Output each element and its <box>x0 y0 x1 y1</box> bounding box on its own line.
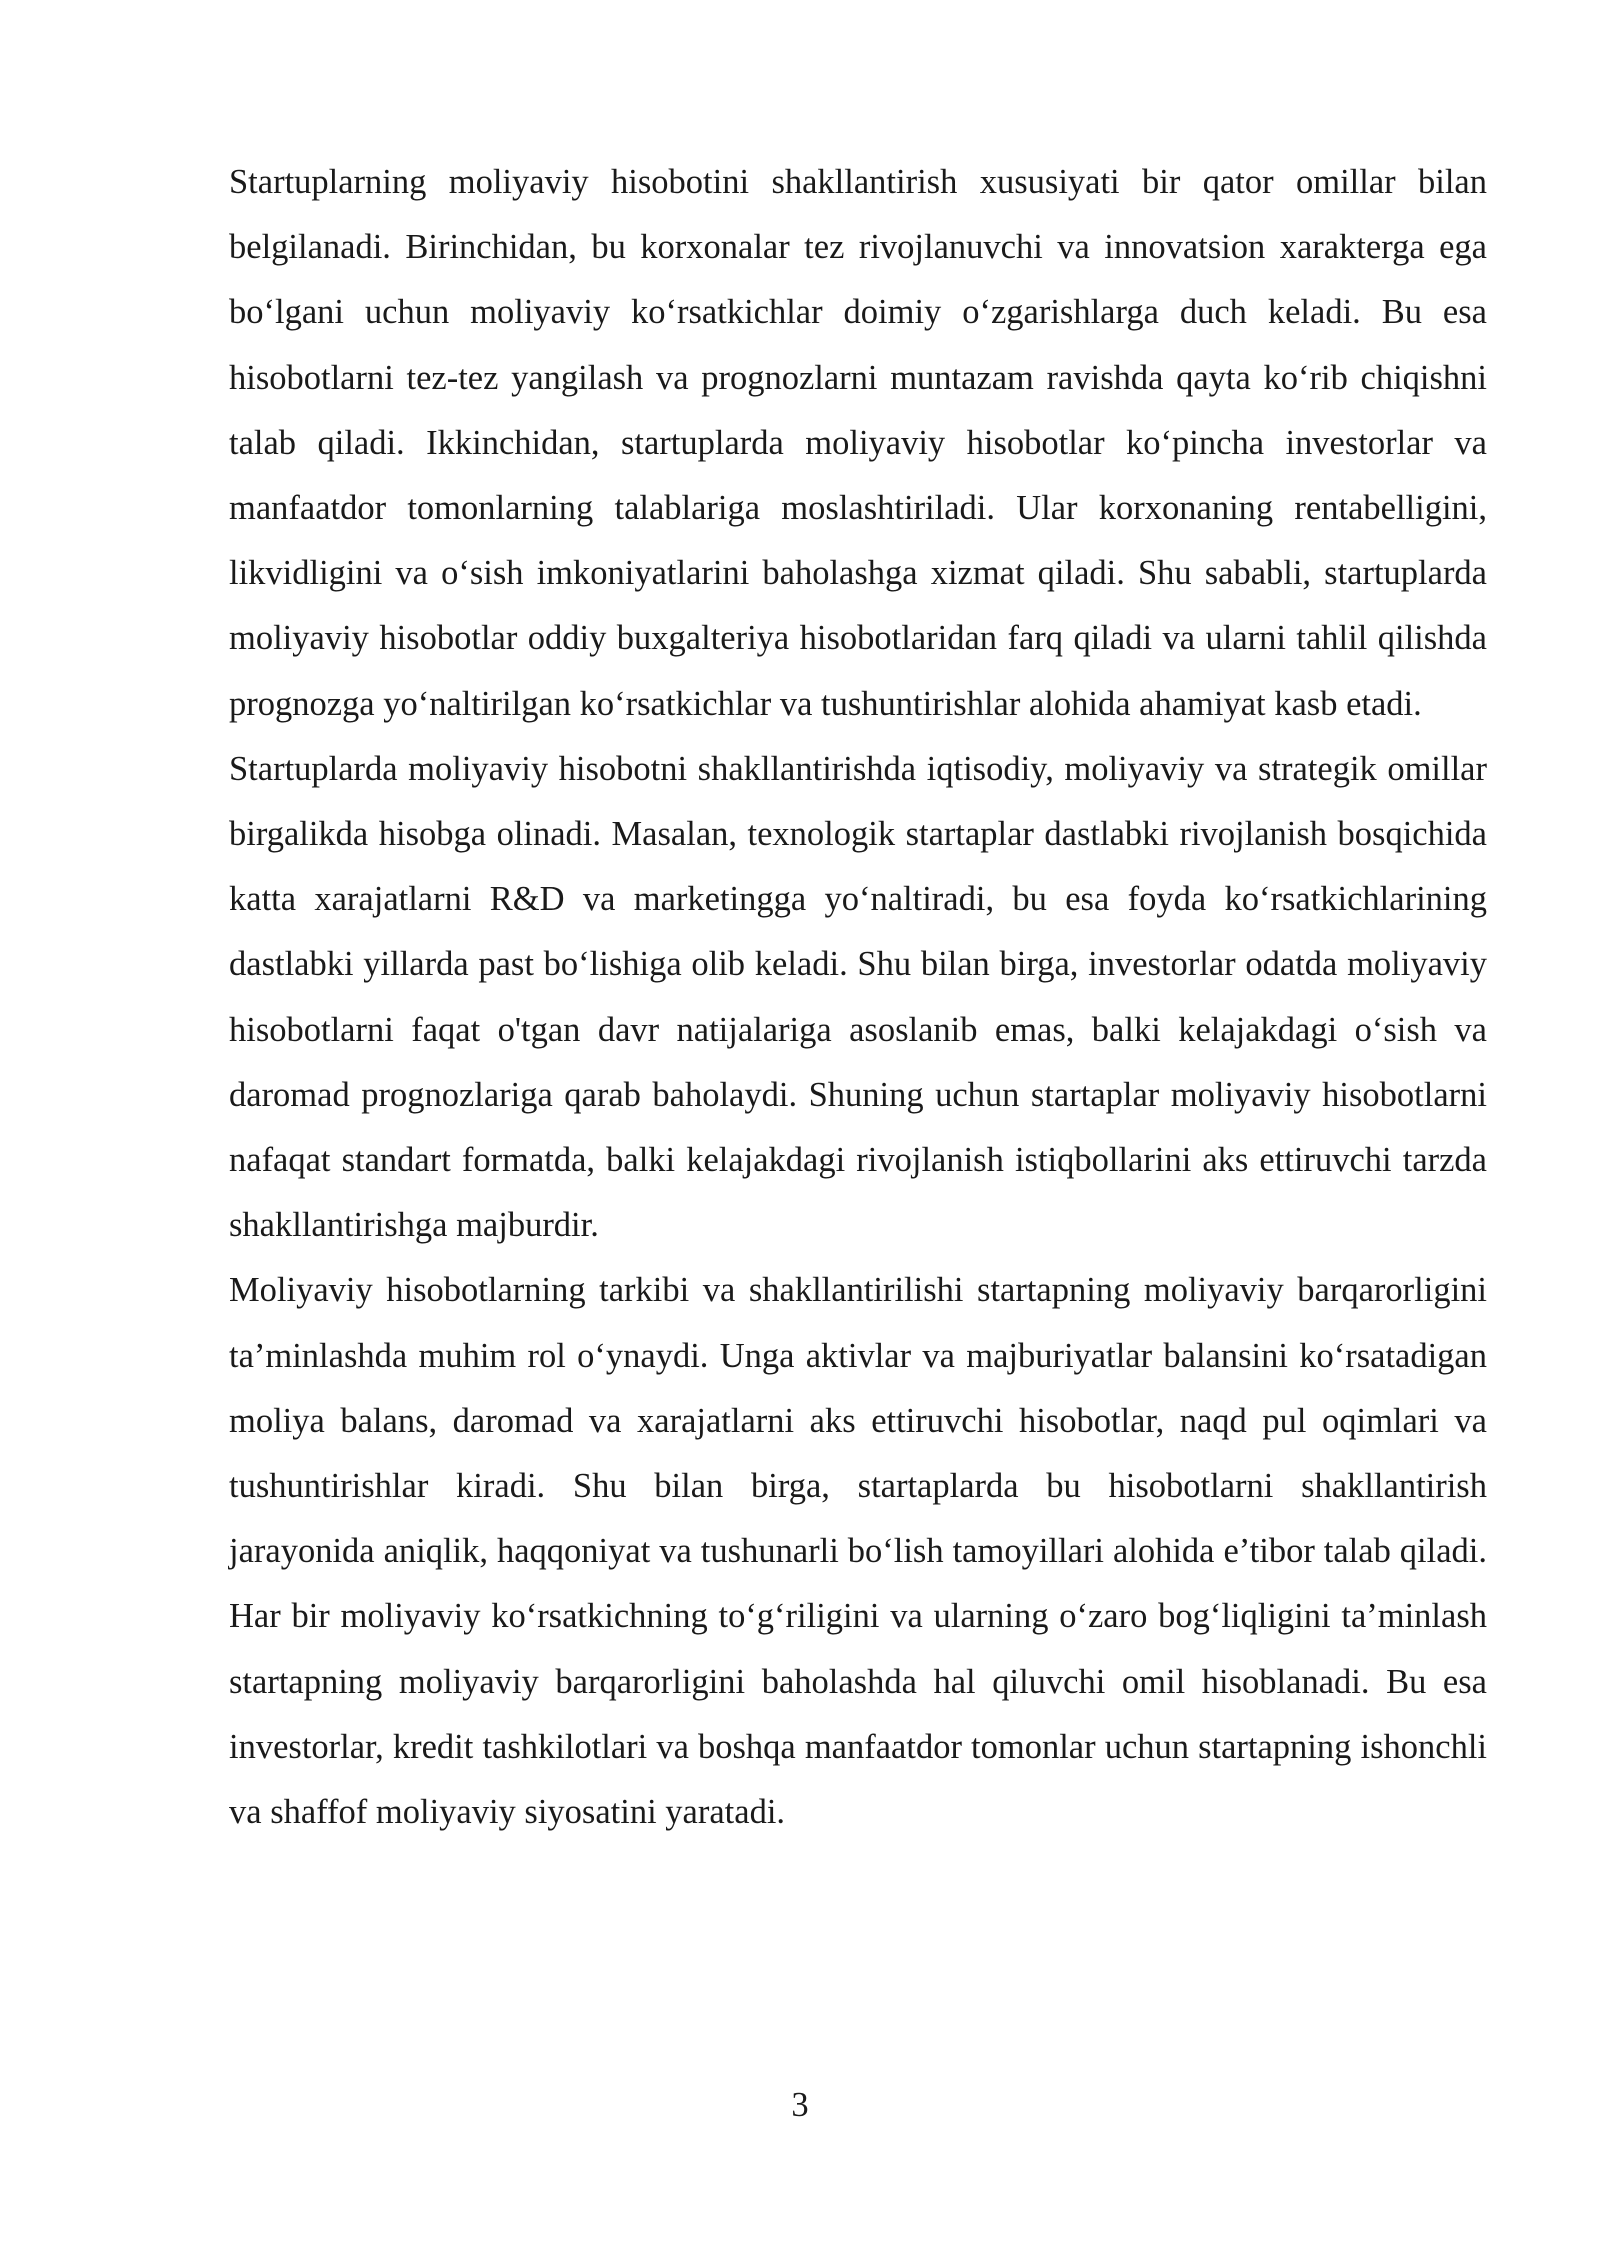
page-number: 3 <box>791 2086 809 2124</box>
paragraph-1: Startuplarning moliyaviy hisobotini shakllantirish xususiyati bir qator omillar bilan belgilanadi. Birinchidan, bu korxonalar tez rivojlanuvchi va innovatsion xarakterga ega bo‘lgani uchun moliyaviy ko‘rsatkichlar doimiy o‘zgarishlarga duch keladi. Bu esa hisobotlarni tez-tez yangilash va prognozlarni muntazam ravishda qayta ko‘rib chiqishni talab qiladi. Ikkinchidan, startuplarda moliyaviy hisobotlar ko‘pincha investorlar va manfaatdor tomonlarning talablariga moslashtiriladi. Ular korxonaning rentabelligini, likvidligini va o‘sish imkoniyatlarini baholashga xizmat qiladi. Shu sababli, startuplarda moliyaviy hisobotlar oddiy buxgalteriya hisobotlaridan farq qiladi va ularni tahlil qilishda prognozga yo‘naltirilgan ko‘rsatkichlar va tushuntirishlar alohida ahamiyat kasb etadi. <box>229 163 1487 723</box>
paragraph-3: Moliyaviy hisobotlarning tarkibi va shakllantirilishi startapning moliyaviy barqarorligini ta’minlashda muhim rol o‘ynaydi. Unga aktivlar va majburiyatlar balansini ko‘rsatadigan moliya balans, daromad va xarajatlarni aks ettiruvchi hisobotlar, naqd pul oqimlari va tushuntirishlar kiradi. Shu bilan birga, startaplarda bu hisobotlarni shakllantirish jarayonida aniqlik, haqqoniyat va tushunarli bo‘lish tamoyillari alohida e’tibor talab qiladi. Har bir moliyaviy ko‘rsatkichning to‘g‘riligini va ularning o‘zaro bog‘liqligini ta’minlash startapning moliyaviy barqarorligini baholashda hal qiluvchi omil hisoblanadi. Bu esa investorlar, kredit tashkilotlari va boshqa manfaatdor tomonlar uchun startapning ishonchli va shaffof moliyaviy siyosatini yaratadi. <box>229 1271 1487 1832</box>
body-text <box>229 150 1487 1845</box>
paragraph-2: Startuplarda moliyaviy hisobotni shakllantirishda iqtisodiy, moliyaviy va strategik omillar birgalikda hisobga olinadi. Masalan, texnologik startaplar dastlabki rivojlanish bosqichida katta xarajatlarni R&D va marketingga yo‘naltiradi, bu esa foyda ko‘rsatkichlarining dastlabki yillarda past bo‘lishiga olib keladi. Shu bilan birga, investorlar odatda moliyaviy hisobotlarni faqat o'tgan davr natijalariga asoslanib emas, balki kelajakdagi o‘sish va daromad prognozlariga qarab baholaydi. Shuning uchun startaplar moliyaviy hisobotlarni nafaqat standart formatda, balki kelajakdagi rivojlanish istiqbollarini aks ettiruvchi tarzda shakllantirishga majburdir. <box>229 749 1487 1245</box>
